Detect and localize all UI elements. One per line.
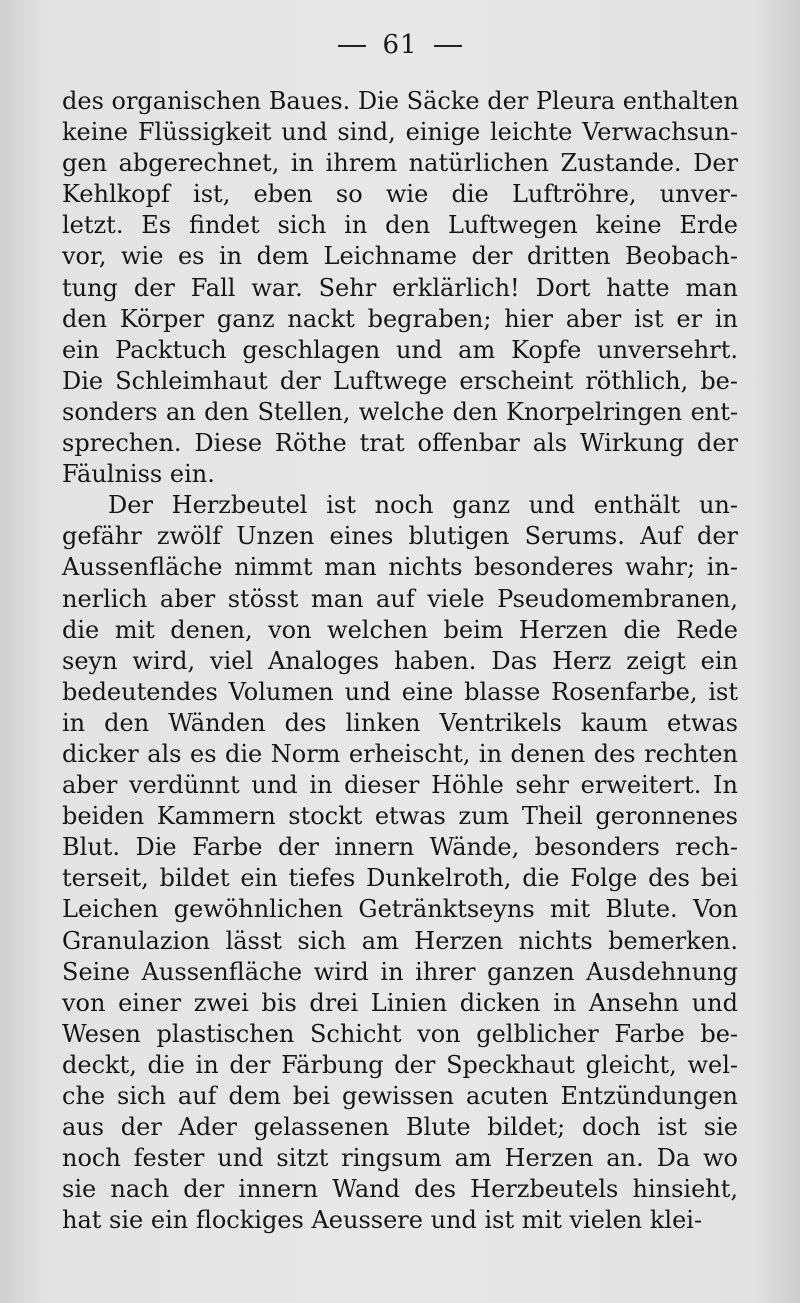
- text-line: nerlich aber stösst man auf viele Pseudomembranen,: [62, 584, 738, 613]
- text-line: Kehlkopf ist, eben so wie die Luftröhre, unver-: [62, 180, 738, 209]
- paragraph: [62, 86, 738, 490]
- text-line: Seine Aussenfläche wird in ihrer ganzen Ausdehnung: [62, 957, 738, 986]
- text-line: Wesen plastischen Schicht von gelblicher Farbe be-: [62, 1019, 738, 1048]
- text-line: sonders an den Stellen, welche den Knorpelringen ent-: [62, 397, 738, 426]
- text-line: Die Schleimhaut der Luftwege erscheint röthlich, be-: [62, 366, 738, 395]
- text-line: hat sie ein flockiges Aeussere und ist mit vielen klei-: [62, 1206, 703, 1235]
- text-line: gefähr zwölf Unzen eines blutigen Serums. Auf der: [62, 522, 738, 551]
- text-line: aber verdünnt und in dieser Höhle sehr erweitert. In: [62, 771, 738, 800]
- header-dash-left: [338, 45, 366, 47]
- text-line: den Körper ganz nackt begraben; hier aber ist er in: [62, 304, 738, 333]
- text-line: Blut. Die Farbe der innern Wände, besonders rech-: [62, 833, 738, 862]
- text-line: keine Flüssigkeit und sind, einige leichte Verwachsun-: [62, 118, 738, 147]
- text-line: seyn wird, viel Analoges haben. Das Herz zeigt ein: [62, 646, 738, 675]
- text-line: ein Packtuch geschlagen und am Kopfe unversehrt.: [62, 335, 738, 364]
- page-number: 61: [382, 30, 418, 60]
- text-line: des organischen Baues. Die Säcke der Pleura enthalten: [62, 87, 739, 115]
- text-line: Granulazion lässt sich am Herzen nichts bemerken.: [62, 926, 738, 955]
- paragraph: [62, 490, 738, 1236]
- text-line: che sich auf dem bei gewissen acuten Entzündungen: [62, 1082, 738, 1110]
- text-line: dicker als es die Norm erheischt, in denen des rechten: [62, 739, 738, 768]
- text-line: bedeutendes Volumen und eine blasse Rosenfarbe, ist: [62, 677, 738, 706]
- text-line: in den Wänden des linken Ventrikels kaum etwas: [62, 708, 738, 737]
- text-line: tung der Fall war. Sehr erklärlich! Dort hatte man: [62, 273, 738, 302]
- text-line: die mit denen, von welchen beim Herzen die Rede: [62, 615, 738, 644]
- text-line: von einer zwei bis drei Linien dicken in Ansehn und: [62, 988, 738, 1017]
- text-line: sie nach der innern Wand des Herzbeutels hinsieht,: [62, 1175, 738, 1204]
- text-line: letzt. Es findet sich in den Luftwegen keine Erde: [62, 211, 738, 240]
- text-line: deckt, die in der Färbung der Speckhaut gleicht, wel-: [62, 1050, 738, 1079]
- page-header: [0, 30, 800, 60]
- body-text: [62, 86, 738, 1236]
- text-line: beiden Kammern stockt etwas zum Theil geronnenes: [62, 802, 738, 831]
- text-line: Leichen gewöhnlichen Getränktseyns mit Blute. Von: [62, 895, 738, 924]
- text-line: terseit, bildet ein tiefes Dunkelroth, die Folge des bei: [62, 864, 738, 893]
- text-line: gen abgerechnet, in ihrem natürlichen Zustande. Der: [62, 149, 738, 178]
- text-line: noch fester und sitzt ringsum am Herzen an. Da wo: [62, 1144, 738, 1173]
- text-line: vor, wie es in dem Leichname der dritten Beobach-: [62, 242, 738, 271]
- text-line: aus der Ader gelassenen Blute bildet; doch ist sie: [62, 1113, 738, 1142]
- text-line: sprechen. Diese Röthe trat offenbar als Wirkung der: [62, 429, 738, 458]
- header-dash-right: [434, 45, 462, 47]
- text-line: Aussenfläche nimmt man nichts besonderes wahr; in-: [62, 553, 738, 582]
- text-line: Fäulniss ein.: [62, 460, 215, 489]
- text-line: Der Herzbeutel ist noch ganz und enthält un-: [108, 491, 738, 520]
